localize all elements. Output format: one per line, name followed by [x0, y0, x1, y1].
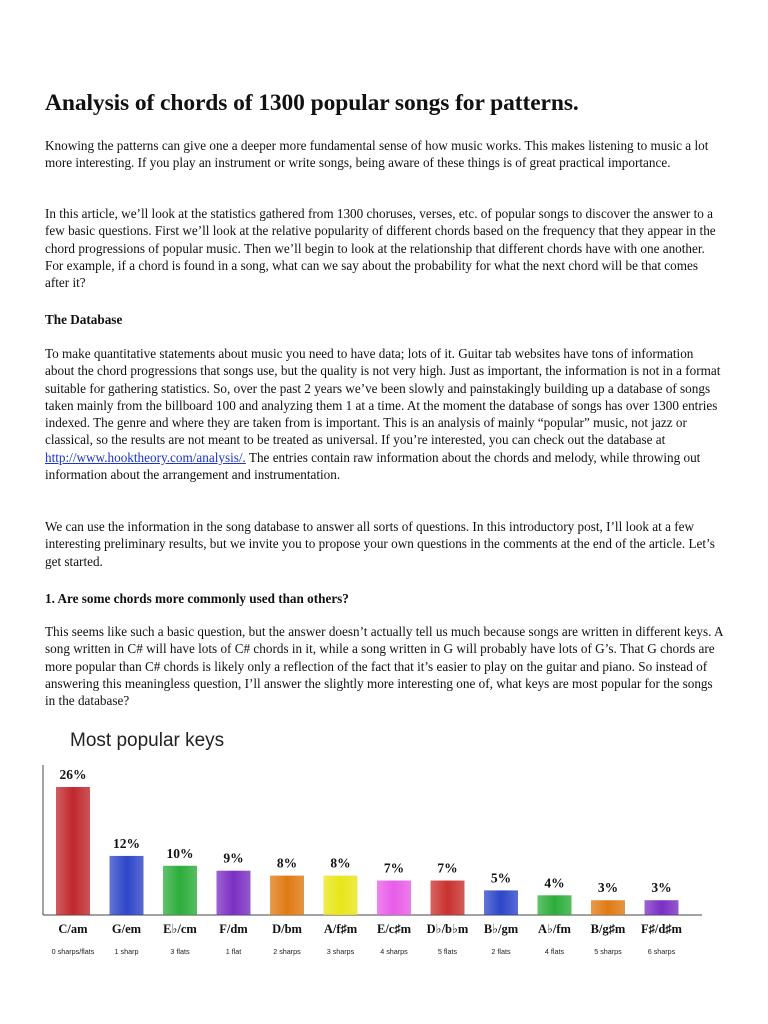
chart-title: Most popular keys	[70, 730, 225, 751]
bar-6	[377, 881, 411, 915]
bar-value-label: 3%	[651, 880, 672, 896]
category-label: D♭/b♭m	[426, 922, 469, 936]
intro-paragraph: Knowing the patterns can give one a deeper more fundamental sense of how music works. This makes listening to music a lot more interesting. If you play an instrument or write songs, being aware of these things is of great practical importance.	[45, 138, 709, 171]
bar-0	[56, 787, 90, 915]
bar-4	[270, 876, 304, 915]
database-heading: The Database	[45, 312, 123, 327]
page-title: Analysis of chords of 1300 popular songs for patterns.	[45, 90, 579, 116]
category-sublabel: 0 sharps/flats	[51, 947, 95, 956]
category-sublabel: 2 sharps	[273, 947, 301, 956]
bar-value-label: 10%	[166, 845, 194, 861]
bar-value-label: 7%	[383, 860, 405, 876]
category-sublabel: 1 sharp	[114, 947, 139, 956]
category-sublabel: 6 sharps	[647, 947, 676, 956]
category-sublabel: 4 flats	[544, 947, 565, 956]
bar-value-label: 8%	[330, 855, 351, 871]
category-label: E♭/cm	[163, 922, 197, 936]
database-link[interactable]: http://www.hooktheory.com/analysis/.	[45, 449, 246, 465]
category-label: F/dm	[219, 922, 248, 936]
questions-paragraph: We can use the information in the song database to answer all sorts of questions. In this introductory post, I’ll look at a few interesting preliminary results, but we invite you to propose your own questions in the comments at the end of the article. Let’s get started.	[45, 519, 715, 569]
bar-11	[645, 900, 679, 915]
bar-value-label: 26%	[59, 767, 87, 782]
category-sublabel: 4 sharps	[380, 947, 408, 956]
bar-10	[591, 900, 625, 915]
bar-3	[217, 871, 251, 915]
popular-keys-chart	[0, 715, 768, 965]
category-sublabel: 5 sharps	[594, 947, 622, 956]
category-label: A/f♯m	[323, 922, 358, 936]
category-sublabel: 3 sharps	[326, 947, 355, 956]
category-sublabel: 2 flats	[491, 947, 511, 956]
category-label: A♭/fm	[538, 922, 571, 936]
bar-5	[324, 876, 358, 915]
bar-value-label: 3%	[597, 880, 619, 896]
category-sublabel: 1 flat	[225, 947, 242, 956]
bar-7	[431, 881, 465, 915]
category-sublabel: 5 flats	[437, 947, 458, 956]
database-text-after: The entries contain raw information about the chords and melody, while throwing out information about the arrangement and instrumentation.	[45, 449, 701, 483]
bar-value-label: 5%	[490, 870, 512, 886]
bar-9	[538, 895, 572, 915]
bar-value-label: 9%	[223, 850, 244, 866]
category-label: F♯/d♯m	[641, 922, 682, 936]
q1-paragraph: This seems like such a basic question, but the answer doesn’t actually tell us much because songs are written in different keys. A song written in C# will have lots of C# chords in it, while a song written in G will probably have lots of G’s. That G chords are more popular than C# chords is likely only a reflection of the fact that it’s easier to play on the guitar and piano. So instead of answering this meaningless question, I’ll answer the slightly more interesting one of, what keys are most popular for the songs in the database?	[45, 624, 723, 709]
bar-value-label: 12%	[113, 835, 140, 851]
category-label: D/bm	[272, 922, 302, 936]
category-sublabel: 3 flats	[170, 947, 190, 956]
category-label: G/em	[111, 922, 142, 936]
bar-value-label: 8%	[276, 855, 298, 871]
bar-1	[110, 856, 144, 915]
category-label: B/g♯m	[590, 922, 626, 936]
bar-value-label: 4%	[544, 875, 565, 891]
bar-2	[163, 866, 197, 915]
bar-8	[484, 890, 518, 915]
database-paragraph	[45, 345, 725, 483]
article-intro-paragraph: In this article, we’ll look at the statistics gathered from 1300 choruses, verses, etc. of popular songs to discover the answer to a few basic questions. First we’ll look at the relative popularity of different chords based on the frequency that they appear in the chord progressions of popular music. Then we’ll begin to look at the relationship that different chords have with one another. For example, if a chord is found in a song, what can we say about the probability for what the next chord will be that comes after it?	[45, 206, 716, 291]
category-label: E/c♯m	[376, 922, 412, 936]
category-label: B♭/gm	[483, 922, 519, 936]
bar-value-label: 7%	[437, 860, 458, 876]
q1-heading: 1. Are some chords more commonly used than others?	[45, 591, 349, 606]
database-text: To make quantitative statements about music you need to have data; lots of it. Guitar tab websites have tons of information about the chord progressions that songs use, but the quality is not very high. Just as important, the information is not in a format suitable for gathering statistics. So, over the past 2 years we’ve been slowly and painstakingly building up a database of songs taken mainly from the billboard 100 and analyzing them 1 at a time. At the moment the database of songs has over 1300 entries indexed. The genre and where they are taken from is important. This is an analysis of mainly “popular” music, not jazz or classical, so the results are not meant to be treated as universal. If you’re interested, you can check out the database at	[45, 346, 721, 448]
category-label: C/am	[58, 922, 88, 936]
bars-group	[52, 767, 683, 956]
